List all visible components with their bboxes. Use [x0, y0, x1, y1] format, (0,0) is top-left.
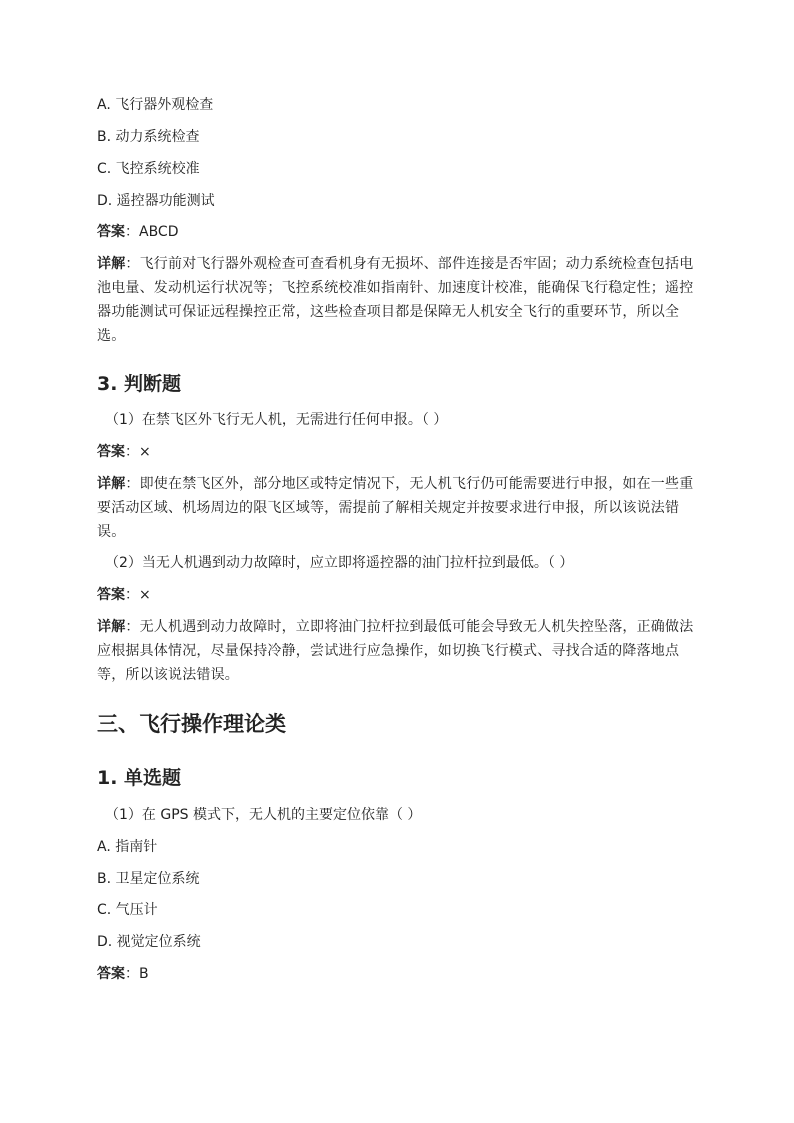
detail-label: 详解	[97, 476, 126, 492]
detail-text: 飞行前对飞行器外观检查可查看机身有无损坏、部件连接是否牢固；动力系统检查包括电池电量、发动机运行状况等；飞控系统校准如指南针、加速度计校准，能确保飞行稳定性；遥控器功能测试可保证远程操控正常，这些检查项目都是保障无人机安全飞行的重要环节，所以全选。	[97, 256, 694, 344]
judge-answer-1	[97, 442, 151, 462]
option-a: A. 指南针	[97, 839, 158, 855]
answer-value: B	[139, 966, 149, 982]
single-answer-1	[97, 964, 149, 984]
judge-detail-2	[97, 615, 707, 687]
section-heading-flight-ops: 三、飞行操作理论类	[97, 712, 286, 736]
detail-text: 无人机遇到动力故障时，立即将油门拉杆拉到最低可能会导致无人机失控坠落，正确做法应根据具体情况，尽量保持冷静，尝试进行应急操作，如切换飞行模式、寻找合适的降落地点等，所以该说法错误。	[97, 619, 694, 683]
detail-separator: ：	[125, 256, 140, 272]
option-a: A. 飞行器外观检查	[97, 97, 214, 113]
detail-separator: ：	[125, 476, 140, 492]
answer-label: 答案	[97, 587, 125, 603]
section-heading-judge: 3. 判断题	[97, 373, 182, 395]
option-d: D. 遥控器功能测试	[97, 193, 215, 209]
detail-separator: ：	[125, 619, 140, 635]
answer-value: ×	[139, 587, 151, 603]
answer-value: ×	[139, 444, 151, 460]
answer-value: ABCD	[139, 224, 179, 240]
answer-label: 答案	[97, 966, 125, 982]
answer-separator: ：	[125, 587, 139, 603]
answer-separator: ：	[125, 444, 139, 460]
option-b: B. 卫星定位系统	[97, 871, 200, 887]
answer-separator: ：	[125, 224, 139, 240]
answer-label: 答案	[97, 224, 125, 240]
answer-label: 答案	[97, 444, 125, 460]
single-question-1: （1）在 GPS 模式下，无人机的主要定位依靠（ ）	[105, 807, 422, 823]
option-c: C. 气压计	[97, 902, 158, 918]
judge-detail-1	[97, 472, 707, 544]
option-d: D. 视觉定位系统	[97, 934, 201, 950]
judge-question-1: （1）在禁飞区外飞行无人机，无需进行任何申报。（ ）	[105, 412, 448, 428]
judge-question-2: （2）当无人机遇到动力故障时，应立即将遥控器的油门拉杆拉到最低。（ ）	[105, 555, 574, 571]
detail-text: 即使在禁飞区外，部分地区或特定情况下，无人机飞行仍可能需要进行申报，如在一些重要活动区域、机场周边的限飞区域等，需提前了解相关规定并按要求进行申报，所以该说法错误。	[97, 476, 694, 540]
detail-paragraph	[97, 252, 707, 348]
option-b: B. 动力系统检查	[97, 129, 200, 145]
answer-line	[97, 222, 179, 242]
section-heading-single-choice: 1. 单选题	[97, 767, 182, 789]
detail-label: 详解	[97, 256, 126, 272]
option-c: C. 飞控系统校准	[97, 161, 200, 177]
answer-separator: ：	[125, 966, 139, 982]
judge-answer-2	[97, 585, 151, 605]
detail-label: 详解	[97, 619, 126, 635]
